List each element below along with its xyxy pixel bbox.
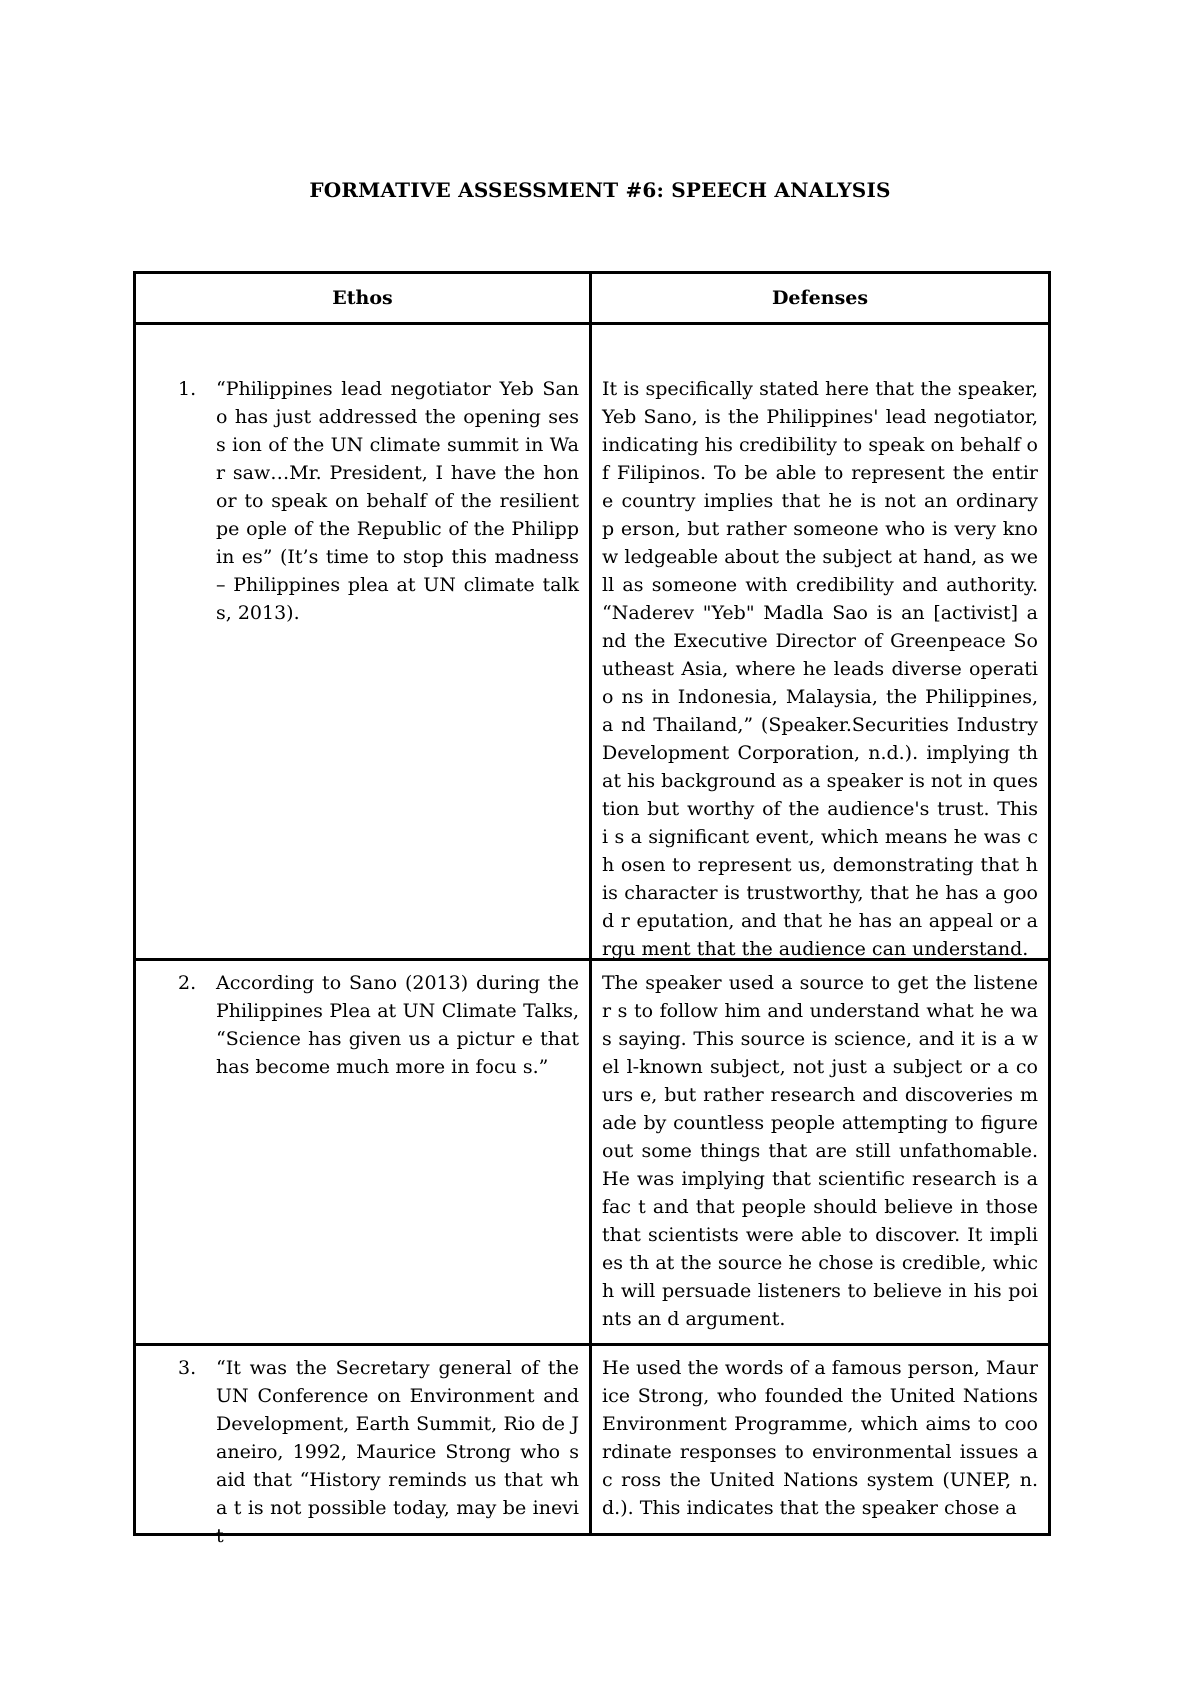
defense-cell [592, 1346, 1048, 1533]
defense-cell [592, 961, 1048, 1343]
defense-text: He used the words of a famous person, Maur ice Strong, who founded the United Nations Environment Programme, which aims to coo rdinate responses to environmental issues ac ross the United Nations system (UNEP, n.d.). This indicates that the speaker chose a [602, 1357, 1038, 1519]
item-number: 3. [178, 1357, 197, 1379]
defense-cell [592, 325, 1048, 958]
item-number: 2. [178, 972, 197, 994]
ethos-quote: “Philippines lead negotiator Yeb San o has just addressed the opening sess ion of the UN climate summit in War saw…Mr. President, I have the honor to speak on behalf of the resilient pe ople of the Republic of the Philippin es” (It’s time to stop this madness – Philippines plea at UN climate talks, 2013). [216, 378, 579, 624]
table-row [136, 958, 1048, 1343]
ethos-cell [136, 325, 592, 958]
ethos-cell [136, 1346, 592, 1547]
speech-analysis-table [133, 271, 1051, 1547]
ethos-cell [136, 961, 592, 1343]
item-number: 1. [178, 378, 197, 400]
table-row [136, 322, 1048, 958]
defense-text: It is specifically stated here that the speaker, Yeb Sano, is the Philippines' lead negotiator, indicating his credibility to speak on behalf of Filipinos. To be able to represent the entir e country implies that he is not an ordinary p erson, but rather someone who is very know ledgeable about the subject at hand, as well as someone with credibility and authority. “Naderev "Yeb" Madla Sao is an [activist] a nd the Executive Director of Greenpeace So utheast Asia, where he leads diverse operatio ns in Indonesia, Malaysia, the Philippines, a nd Thailand,” (Speaker.Securities Industry Development Corporation, n.d.). implying th at his background as a speaker is not in ques tion but worthy of the audience's trust. This i s a significant event, which means he was ch osen to represent us, demonstrating that his character is trustworthy, that he has a good r eputation, and that he has an appeal or argu ment that the audience can understand. [602, 378, 1038, 960]
ethos-quote: “It was the Secretary general of the UN Conference on Environment and Development, Earth Summit, Rio de Janeiro, 1992, Maurice Strong who s aid that “History reminds us that wha t is not possible today, may be inevit [216, 1357, 579, 1547]
table-header-row [136, 274, 1048, 322]
defense-text: The speaker used a source to get the listener s to follow him and understand what he was saying. This source is science, and it is a wel l-known subject, not just a subject or a cours e, but rather research and discoveries made by countless people attempting to figure out some things that are still unfathomable. He was implying that scientific research is a fac t and that people should believe in those that scientists were able to discover. It implies th at the source he chose is credible, which will persuade listeners to believe in his points an d argument. [602, 972, 1038, 1330]
table-row [136, 1343, 1048, 1547]
column-header-ethos: Ethos [136, 274, 592, 322]
column-header-defenses: Defenses [771, 287, 869, 309]
ethos-quote: According to Sano (2013) during the Philippines Plea at UN Climate Talks, “Science has given us a pictur e that has become much more in focu s.” [216, 972, 579, 1078]
page-title: FORMATIVE ASSESSMENT #6: SPEECH ANALYSIS [309, 178, 891, 202]
